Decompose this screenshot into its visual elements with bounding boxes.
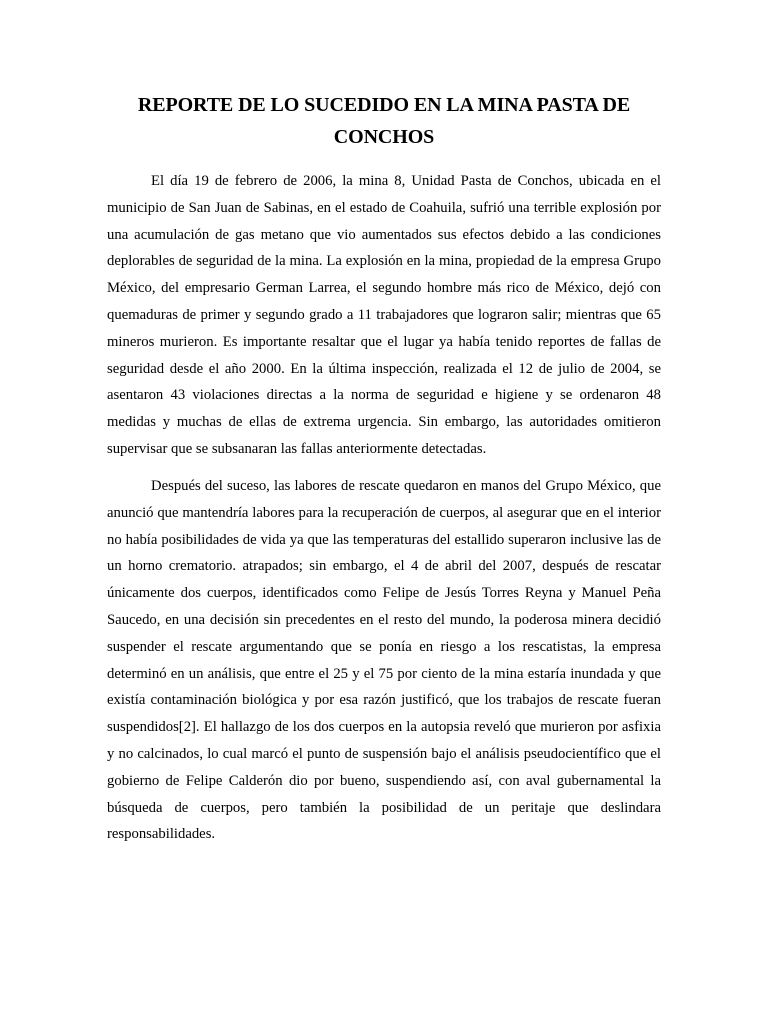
document-title: REPORTE DE LO SUCEDIDO EN LA MINA PASTA DE CONCHOS — [137, 94, 631, 148]
body-paragraph: El día 19 de febrero de 2006, la mina 8, Unidad Pasta de Conchos, ubicada en el municipio de San Juan de Sabinas, en el estado de Coahuila, sufrió una terrible explosión por una acumulación de gas metano que vio aumentados sus efectos debido a las condiciones deplorables de seguridad de la mina. La explosión en la mina, propiedad de la empresa Grupo México, del empresario German Larrea, el segundo hombre más rico de México, dejó con quemaduras de primer y segundo grado a 11 trabajadores que lograron salir; mientras que 65 mineros murieron. Es importante resaltar que el lugar ya había tenido reportes de fallas de seguridad desde el año 2000. En la última inspección, realizada el 12 de julio de 2004, se asentaron 43 violaciones directas a la norma de seguridad e higiene y se ordenaron 48 medidas y muchas de ellas de extrema urgencia. Sin embargo, las autoridades omitieron supervisar que se subsanaran las fallas anteriormente detectadas. — [107, 173, 661, 457]
body-paragraph: Después del suceso, las labores de rescate quedaron en manos del Grupo México, que anunció que mantendría labores para la recuperación de cuerpos, al asegurar que en el interior no había posibilidades de vida ya que las temperaturas del estallido superaron inclusive las de un horno crematorio. atrapados; sin embargo, el 4 de abril del 2007, después de rescatar únicamente dos cuerpos, identificados como Felipe de Jesús Torres Reyna y Manuel Peña Saucedo, en una decisión sin precedentes en el resto del mundo, la poderosa minera decidió suspender el rescate argumentando que se ponía en riesgo a los rescatistas, la empresa determinó en un análisis, que entre el 25 y el 75 por ciento de la mina estaría inundada y que existía contaminación biológica y por esa razón justificó, que los trabajos de rescate fueran suspendidos[2]. El hallazgo de los dos cuerpos en la autopsia reveló que murieron por asfixia y no calcinados, lo cual marcó el punto de suspensión bajo el análisis pseudocientífico que el gobierno de Felipe Calderón dio por bueno, suspendiendo así, con aval gubernamental la búsqueda de cuerpos, pero también la posibilidad de un peritaje que deslindara responsabilidades. — [107, 478, 661, 843]
